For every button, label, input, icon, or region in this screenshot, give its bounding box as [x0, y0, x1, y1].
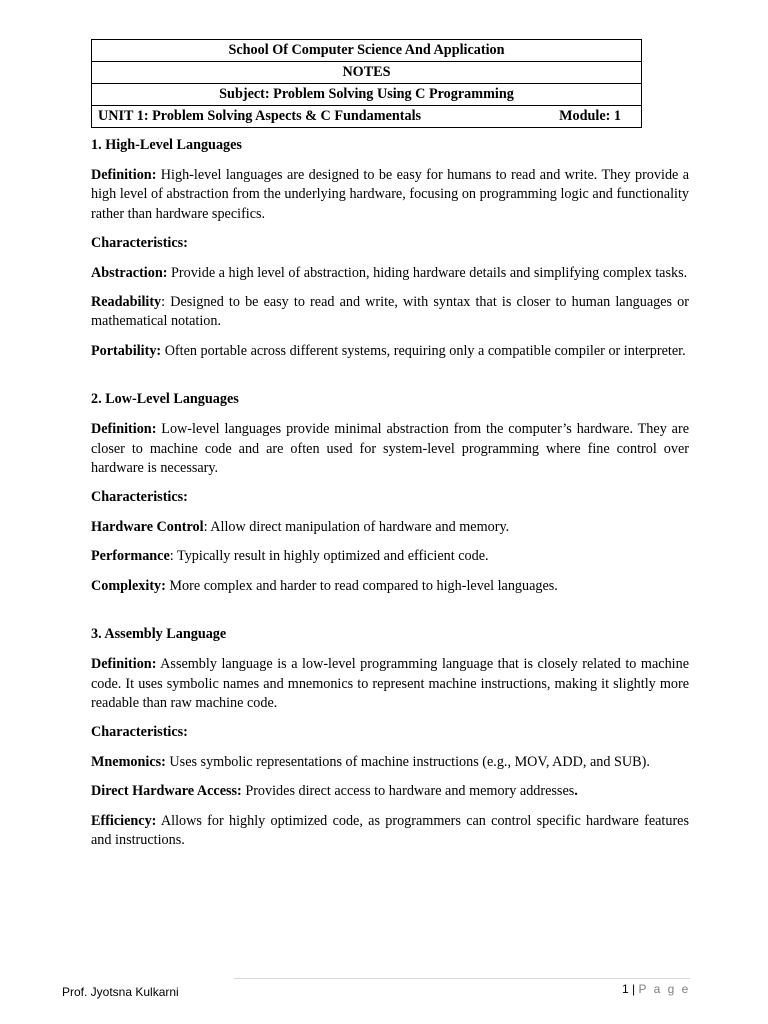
- definition-paragraph: [91, 655, 689, 713]
- characteristic-text: : Typically result in highly optimized and efficient code.: [169, 548, 489, 565]
- characteristic-item: [91, 577, 689, 596]
- characteristic-item: Direct Hardware Access: Provides direct access to hardware and memory addresses.: [91, 783, 578, 800]
- definition-label: Definition:: [91, 167, 157, 183]
- section-heading: 1. High-Level Languages: [91, 137, 242, 153]
- characteristic-item: [91, 812, 689, 851]
- notes-title: NOTES: [92, 62, 642, 84]
- characteristic-item: [91, 547, 689, 566]
- characteristics-heading: Characteristics:: [91, 235, 188, 252]
- characteristic-label: Direct Hardware Access:: [91, 783, 242, 800]
- characteristic-text: Uses symbolic representations of machine instructions (e.g., MOV, ADD, and SUB).: [165, 753, 650, 770]
- definition-paragraph: [91, 420, 689, 478]
- characteristics-heading: Characteristics:: [91, 489, 188, 506]
- characteristic-item: [91, 264, 689, 283]
- definition-text: High-level languages are designed to be easy for humans to read and write. They provide a high level of abstraction from the underlying hardware, focusing on programming logic and functionality rather than hardware specifics.: [91, 167, 689, 222]
- footer-divider: [234, 978, 690, 979]
- characteristic-label: Portability:: [91, 342, 162, 359]
- school-title: School Of Computer Science And Application: [92, 40, 642, 62]
- section-assembly-language: [91, 626, 689, 850]
- unit-title: UNIT 1: Problem Solving Aspects & C Fundamentals: [98, 108, 422, 124]
- notes-content: [91, 137, 689, 860]
- characteristic-text: Often portable across different systems, requiring only a compatible compiler or interpreter.: [161, 342, 686, 359]
- characteristics-label: [91, 488, 689, 507]
- definition-label: Definition:: [91, 421, 157, 438]
- characteristic-item: [91, 753, 689, 772]
- definition-paragraph: [91, 166, 689, 224]
- characteristics-heading: Characteristics:: [91, 724, 188, 741]
- section-high-level-languages: [91, 137, 689, 361]
- characteristic-text: : Designed to be easy to read and write, with syntax that is closer to human languages or mathematical notation.: [91, 294, 689, 330]
- characteristics-label: [91, 723, 689, 742]
- footer-page-indicator: [622, 982, 690, 996]
- module-label: Module: 1: [559, 108, 621, 124]
- footer-author: Prof. Jyotsna Kulkarni: [62, 985, 179, 999]
- characteristic-label: Abstraction:: [91, 264, 168, 281]
- characteristic-label: Mnemonics:: [91, 753, 166, 770]
- section-heading: 3. Assembly Language: [91, 626, 227, 643]
- definition-text: Assembly language is a low-level programming language that is closely related to machine code. It uses symbolic names and mnemonics to represent machine instructions, making it slightly more readable than raw machine code.: [91, 656, 689, 711]
- characteristic-label: Complexity:: [91, 577, 166, 594]
- section-low-level-languages: [91, 391, 689, 596]
- characteristic-text: Provide a high level of abstraction, hiding hardware details and simplifying complex tasks.: [167, 264, 688, 281]
- characteristic-text: : Allow direct manipulation of hardware and memory.: [203, 518, 510, 535]
- page-separator: |: [628, 982, 639, 996]
- page-word: P a g e: [638, 982, 691, 996]
- characteristic-item: [91, 342, 689, 361]
- characteristic-label: Efficiency:: [91, 812, 157, 829]
- characteristic-label: Hardware Control: [91, 518, 204, 535]
- section-heading: 2. Low-Level Languages: [91, 391, 239, 408]
- unit-row: [92, 106, 642, 128]
- characteristic-label: Readability: [91, 294, 162, 311]
- characteristic-item: [91, 518, 689, 537]
- characteristic-text: Allows for highly optimized code, as programmers can control specific hardware features and instructions.: [91, 812, 689, 848]
- page-number: 1: [622, 982, 629, 996]
- characteristics-label: [91, 234, 689, 253]
- characteristic-label: Performance: [91, 548, 170, 565]
- characteristic-item: [91, 293, 689, 332]
- characteristic-text: Provides direct access to hardware and memory addresses: [241, 783, 575, 800]
- definition-label: Definition:: [91, 656, 157, 673]
- characteristic-text: More complex and harder to read compared to high-level languages.: [165, 577, 558, 594]
- definition-text: Low-level languages provide minimal abstraction from the computer’s hardware. They are closer to machine code and are often used for system-level programming where fine control over hardware is necessary.: [91, 421, 689, 477]
- subject-title: Subject: Problem Solving Using C Programming: [92, 84, 642, 106]
- header-table: [91, 39, 642, 128]
